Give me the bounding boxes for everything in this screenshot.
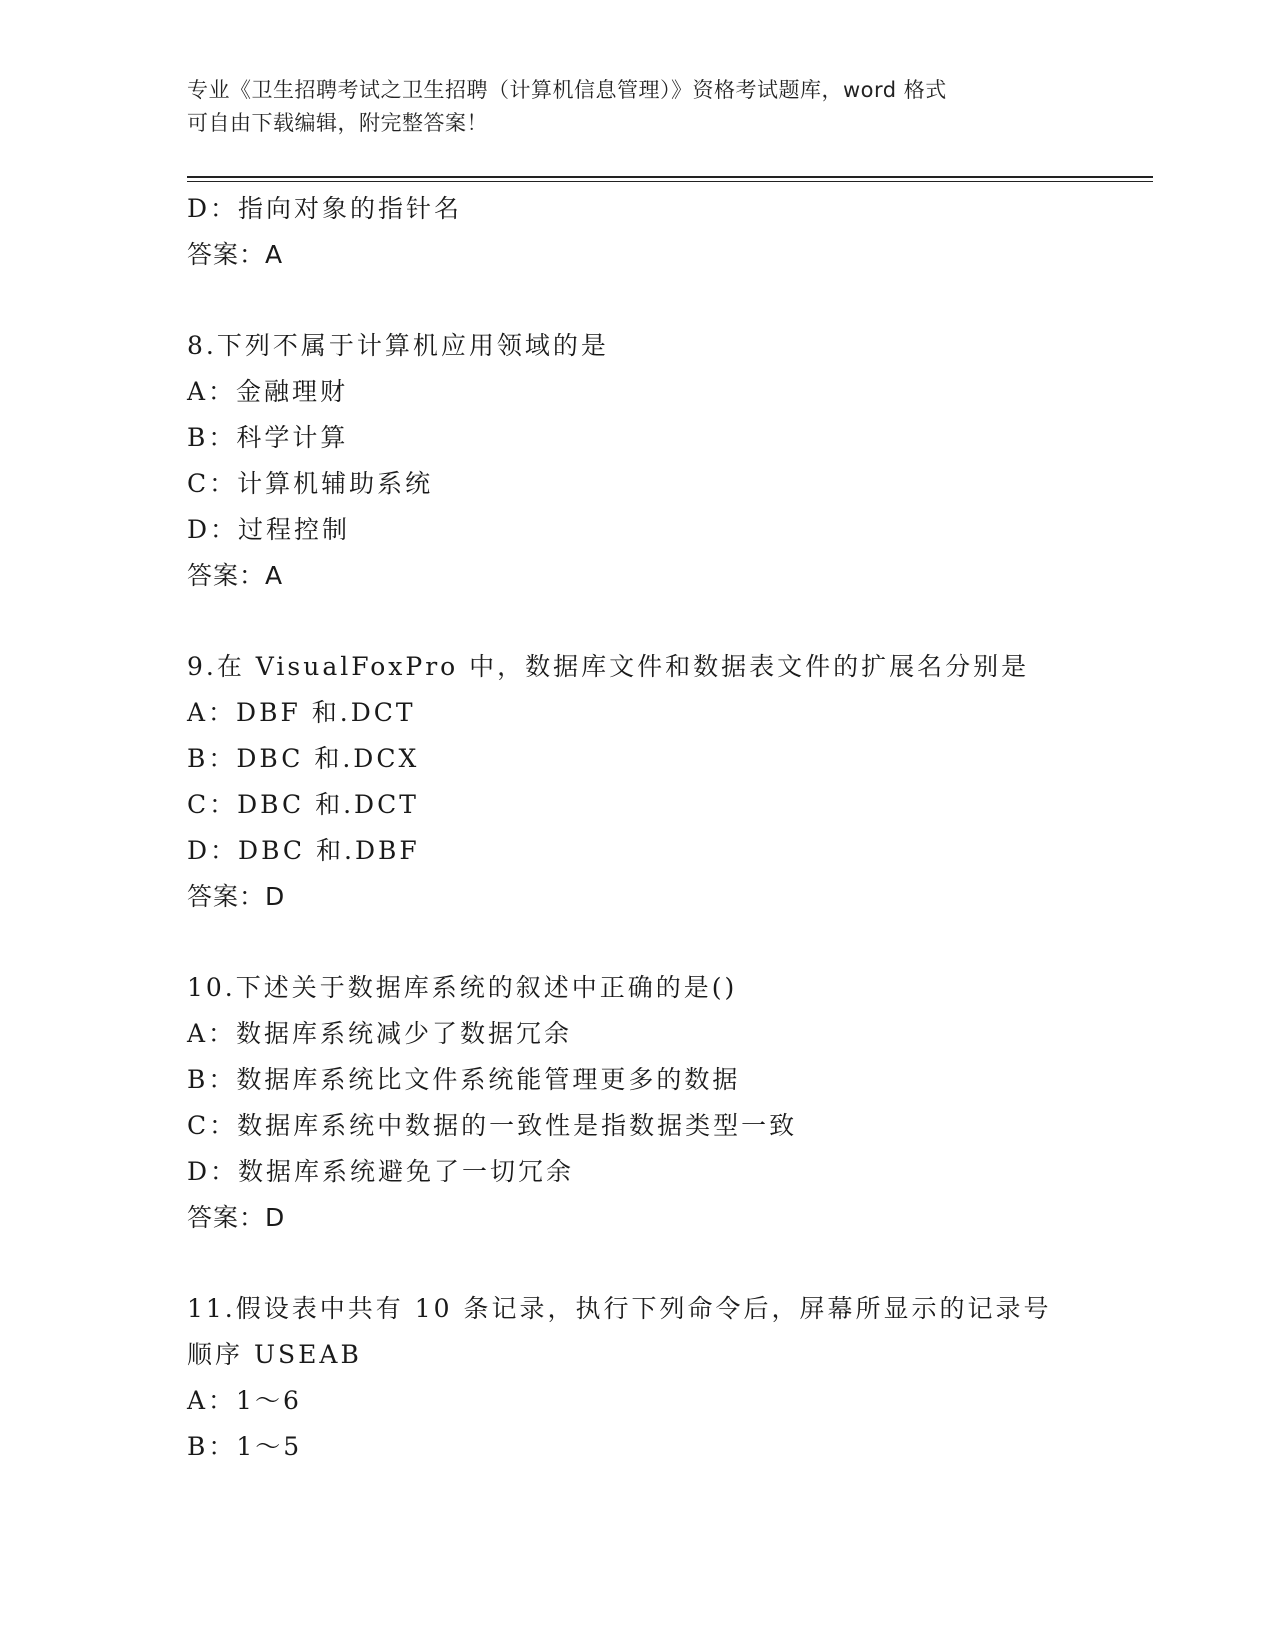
question-11	[187, 1286, 1087, 1470]
question-spacer	[187, 920, 1087, 965]
option-a: A：金融理财	[187, 377, 349, 406]
option-c: C：数据库系统中数据的一致性是指数据类型一致	[187, 1111, 798, 1140]
option-d: D：DBC 和.DBF	[187, 836, 420, 865]
answer-line: 答案：D	[187, 882, 286, 911]
option-a: A：1～6	[187, 1386, 302, 1415]
question-spacer	[187, 599, 1087, 644]
option-c: C：计算机辅助系统	[187, 469, 434, 498]
question-list	[187, 186, 1087, 1470]
question-spacer	[187, 278, 1087, 323]
header-divider-thin	[187, 181, 1153, 182]
question-stem: 8.下列不属于计算机应用领域的是	[187, 331, 609, 360]
question-stem: 9.在 VisualFoxPro 中，数据库文件和数据表文件的扩展名分别是	[187, 652, 1030, 681]
answer-line: 答案：A	[187, 561, 284, 590]
question-stem-line-1: 11.假设表中共有 10 条记录，执行下列命令后，屏幕所显示的记录号	[187, 1294, 1052, 1323]
option-a: A：DBF 和.DCT	[187, 698, 416, 727]
option-c: C：DBC 和.DCT	[187, 790, 419, 819]
option-b: B：数据库系统比文件系统能管理更多的数据	[187, 1065, 741, 1094]
option-a: A：数据库系统减少了数据冗余	[187, 1019, 573, 1048]
option-d: D：数据库系统避免了一切冗余	[187, 1157, 575, 1186]
answer-line: 答案：D	[187, 1203, 286, 1232]
question-8	[187, 323, 1087, 599]
question-stem: 10.下述关于数据库系统的叙述中正确的是()	[187, 973, 738, 1002]
question-9	[187, 644, 1087, 920]
option-d: D：指向对象的指针名	[187, 194, 463, 223]
option-b: B：1～5	[187, 1432, 303, 1461]
question-7-tail	[187, 186, 1087, 278]
header-divider-thick	[187, 176, 1153, 178]
header-title-line-1: 专业《卫生招聘考试之卫生招聘（计算机信息管理）》资格考试题库，word 格式	[187, 78, 947, 102]
option-b: B：DBC 和.DCX	[187, 744, 420, 773]
question-stem-line-2: 顺序 USEAB	[187, 1340, 362, 1369]
document-header	[187, 74, 1067, 140]
question-spacer	[187, 1241, 1087, 1286]
option-b: B：科学计算	[187, 423, 349, 452]
option-d: D：过程控制	[187, 515, 351, 544]
question-10	[187, 965, 1087, 1241]
answer-line: 答案：A	[187, 240, 284, 269]
header-title-line-2: 可自由下载编辑，附完整答案！	[187, 111, 488, 135]
